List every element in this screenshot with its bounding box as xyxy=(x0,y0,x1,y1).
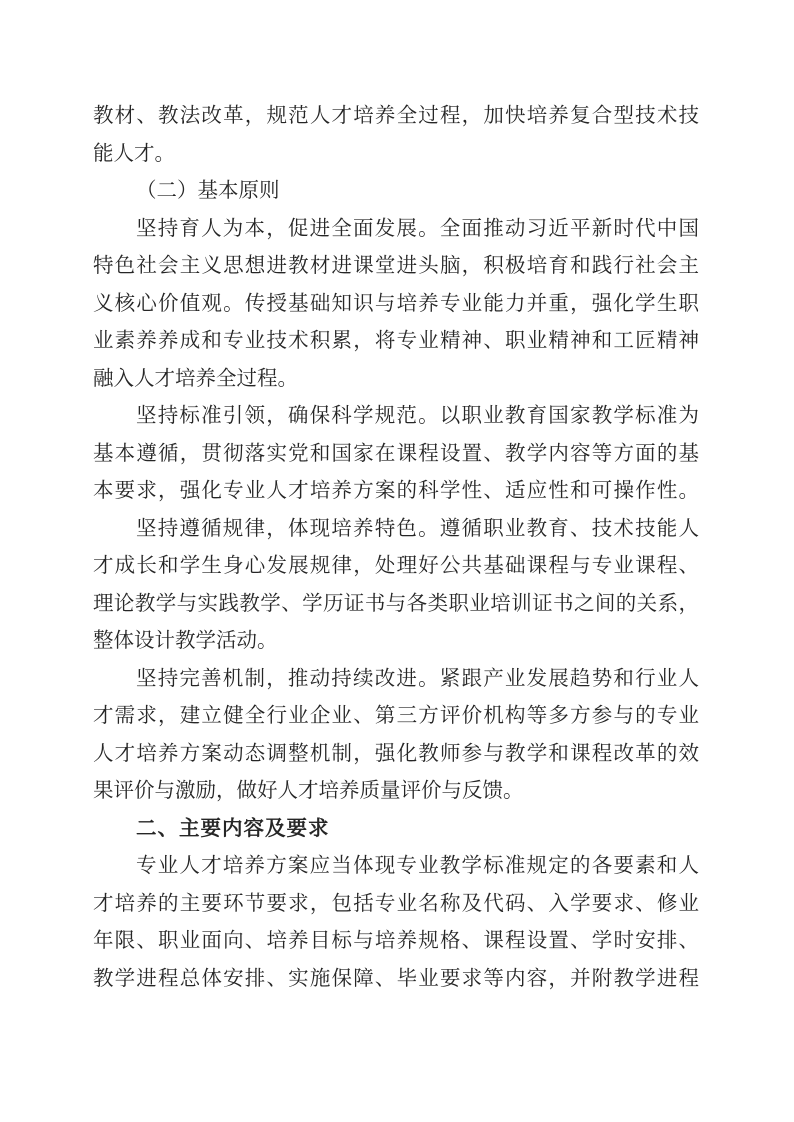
text-line: 坚持完善机制，推动持续改进。紧跟产业发展趋势和行业人 xyxy=(136,667,699,690)
text-line: 业素养养成和专业技术积累，将专业精神、职业精神和工匠精神 xyxy=(93,330,699,352)
text-line: 特色社会主义思想进教材进课堂进头脑，积极培育和践行社会主 xyxy=(93,255,699,277)
text-line: 才成长和学生身心发展规律，处理好公共基础课程与专业课程、 xyxy=(93,555,699,577)
text-line: 义核心价值观。传授基础知识与培养专业能力并重，强化学生职 xyxy=(93,292,699,315)
text-line: 专业人才培养方案应当体现专业教学标准规定的各要素和人 xyxy=(136,855,699,877)
text-line: 人才培养方案动态调整机制，强化教师参与教学和课程改革的效 xyxy=(93,742,699,765)
text-line: 本要求，强化专业人才培养方案的科学性、适应性和可操作性。 xyxy=(93,480,699,502)
text-line: 坚持育人为本，促进全面发展。全面推动习近平新时代中国 xyxy=(136,217,699,240)
text-line: 才需求，建立健全行业企业、第三方评价机构等多方参与的专业 xyxy=(93,705,699,727)
text-line: 整体设计教学活动。 xyxy=(93,630,278,652)
text-line: 才培养的主要环节要求，包括专业名称及代码、入学要求、修业 xyxy=(93,892,699,915)
text-line: 果评价与激励，做好人才培养质量评价与反馈。 xyxy=(93,780,524,802)
subsection-heading-basic-principles: （二）基本原则 xyxy=(136,180,280,202)
text-line: 坚持标准引领，确保科学规范。以职业教育国家教学标准为 xyxy=(136,405,699,427)
text-line: 教材、教法改革，规范人才培养全过程，加快培养复合型技术技 xyxy=(93,105,699,127)
text-line: 基本遵循，贯彻落实党和国家在课程设置、教学内容等方面的基 xyxy=(93,442,699,465)
text-line: 坚持遵循规律，体现培养特色。遵循职业教育、技术技能人 xyxy=(136,517,699,540)
text-line: 融入人才培养全过程。 xyxy=(93,367,298,390)
text-line: 能人才。 xyxy=(93,142,175,165)
text-line: 教学进程总体安排、实施保障、毕业要求等内容，并附教学进程 xyxy=(93,967,699,990)
text-line: 理论教学与实践教学、学历证书与各类职业培训证书之间的关系， xyxy=(93,592,699,615)
text-line: 年限、职业面向、培养目标与培养规格、课程设置、学时安排、 xyxy=(93,930,699,952)
section-heading-main-content: 二、主要内容及要求 xyxy=(136,817,330,840)
document-text-block xyxy=(93,98,699,998)
